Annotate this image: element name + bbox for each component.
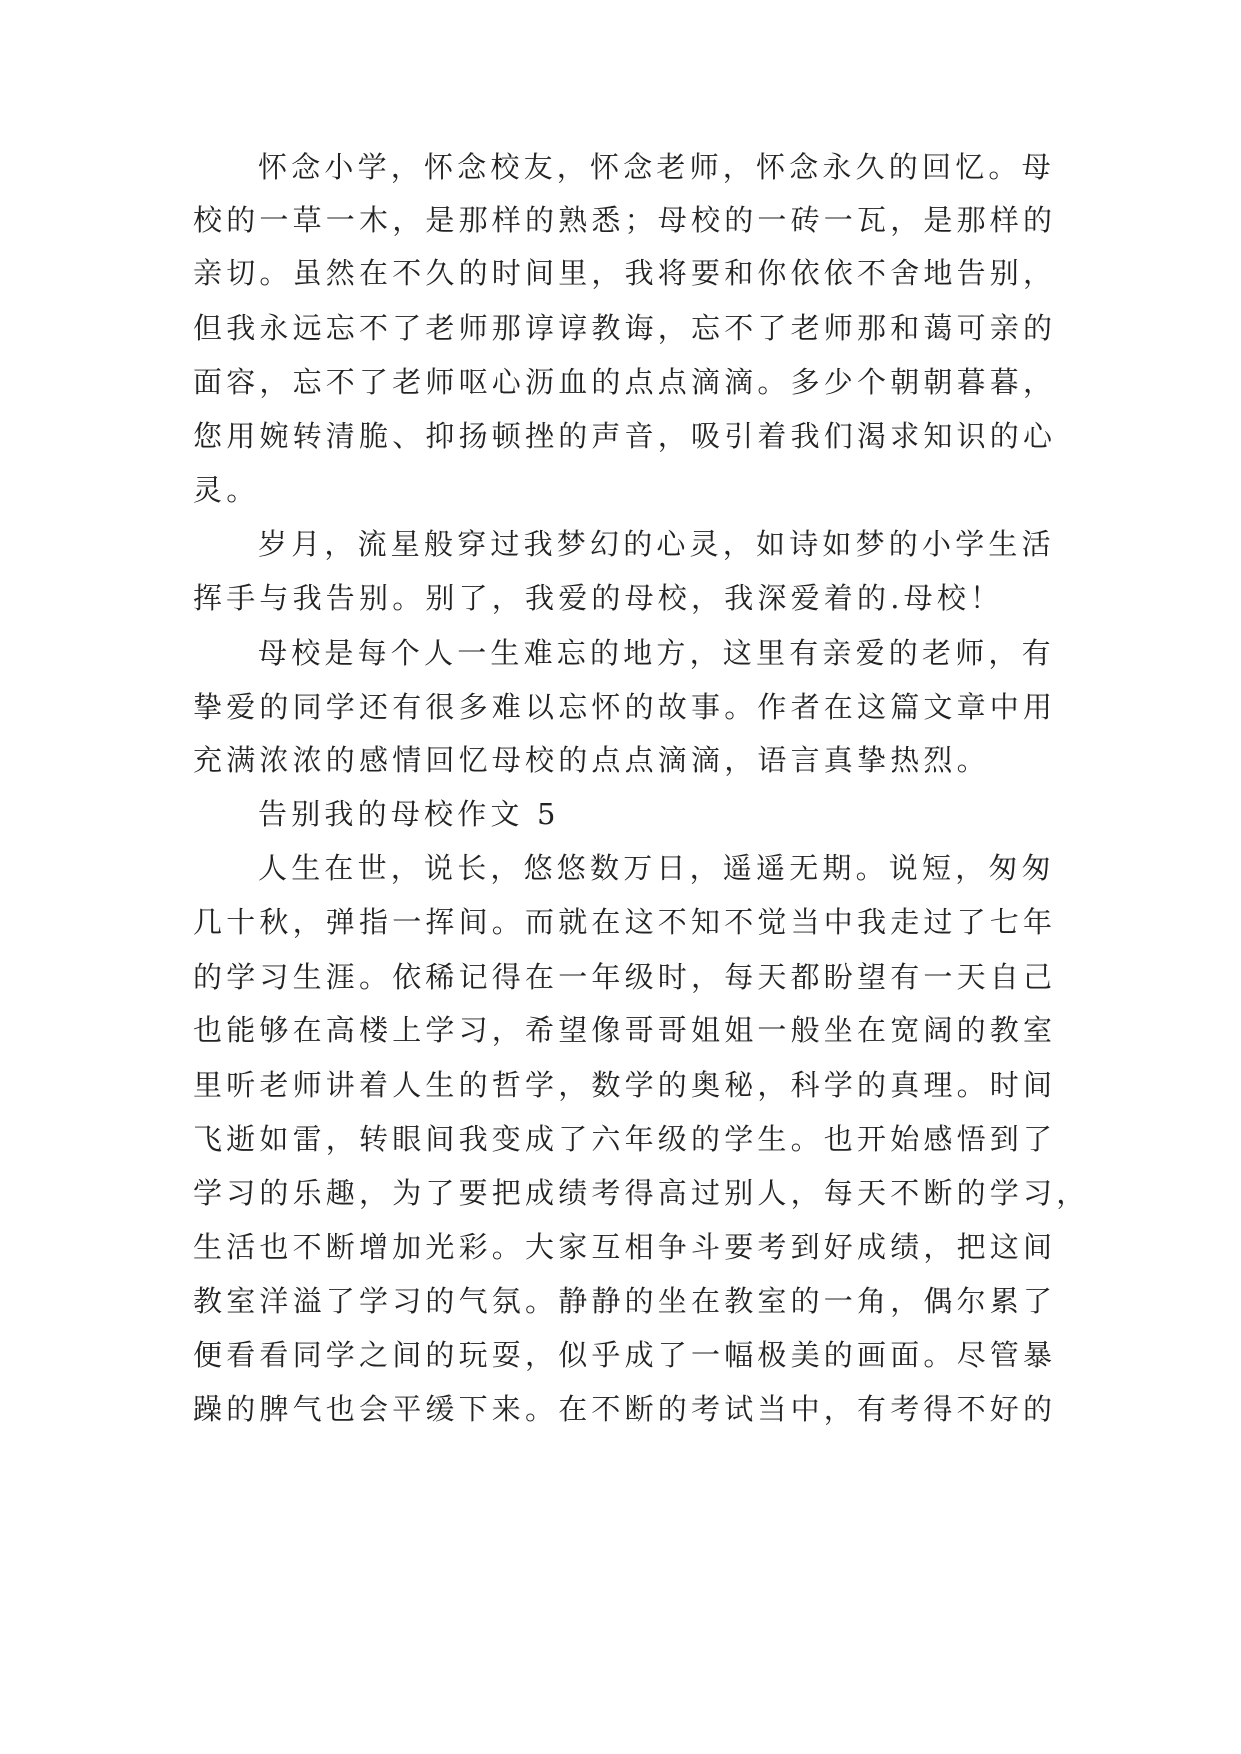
- text-line: 教室洋溢了学习的气氛。静静的坐在教室的一角，偶尔累了: [193, 1284, 1057, 1318]
- text-line: 灵。: [193, 473, 260, 507]
- text-line: 的学习生涯。依稀记得在一年级时，每天都盼望有一天自己: [193, 960, 1057, 994]
- text-line: 挚爱的同学还有很多难以忘怀的故事。作者在这篇文章中用: [193, 690, 1057, 724]
- paragraph-first-line: 岁月，流星般穿过我梦幻的心灵，如诗如梦的小学生活: [258, 527, 1055, 561]
- text-line: 躁的脾气也会平缓下来。在不断的考试当中，有考得不好的: [193, 1392, 1057, 1426]
- text-line: 但我永远忘不了老师那谆谆教诲，忘不了老师那和蔼可亲的: [193, 311, 1057, 345]
- paragraph-first-line: 怀念小学，怀念校友，怀念老师，怀念永久的回忆。母: [258, 150, 1055, 184]
- text-line: 飞逝如雷，转眼间我变成了六年级的学生。也开始感悟到了: [193, 1122, 1057, 1156]
- paragraph-first-line: 人生在世，说长，悠悠数万日，遥遥无期。说短，匆匆: [258, 851, 1055, 885]
- text-line: 您用婉转清脆、抑扬顿挫的声音，吸引着我们渴求知识的心: [193, 419, 1057, 453]
- text-line: 便看看同学之间的玩耍，似乎成了一幅极美的画面。尽管暴: [193, 1338, 1057, 1372]
- text-line: 里听老师讲着人生的哲学，数学的奥秘，科学的真理。时间: [193, 1068, 1057, 1102]
- text-line: 面容，忘不了老师呕心沥血的点点滴滴。多少个朝朝暮暮，: [193, 365, 1057, 399]
- text-line: 学习的乐趣，为了要把成绩考得高过别人，每天不断的学习，: [193, 1176, 1090, 1210]
- text-line: 几十秋，弹指一挥间。而就在这不知不觉当中我走过了七年: [193, 905, 1057, 939]
- text-line: 亲切。虽然在不久的时间里，我将要和你依依不舍地告别，: [193, 256, 1057, 290]
- text-line: 校的一草一木，是那样的熟悉；母校的一砖一瓦，是那样的: [193, 203, 1057, 237]
- text-line: 挥手与我告别。别了，我爱的母校，我深爱着的.母校！: [193, 581, 1004, 615]
- text-line: 充满浓浓的感情回忆母校的点点滴滴，语言真挚热烈。: [193, 743, 990, 777]
- paragraph-first-line: 告别我的母校作文 5: [258, 797, 560, 831]
- text-line: 生活也不断增加光彩。大家互相争斗要考到好成绩，把这间: [193, 1230, 1057, 1264]
- paragraph-first-line: 母校是每个人一生难忘的地方，这里有亲爱的老师，有: [258, 636, 1055, 670]
- text-line: 也能够在高楼上学习，希望像哥哥姐姐一般坐在宽阔的教室: [193, 1013, 1057, 1047]
